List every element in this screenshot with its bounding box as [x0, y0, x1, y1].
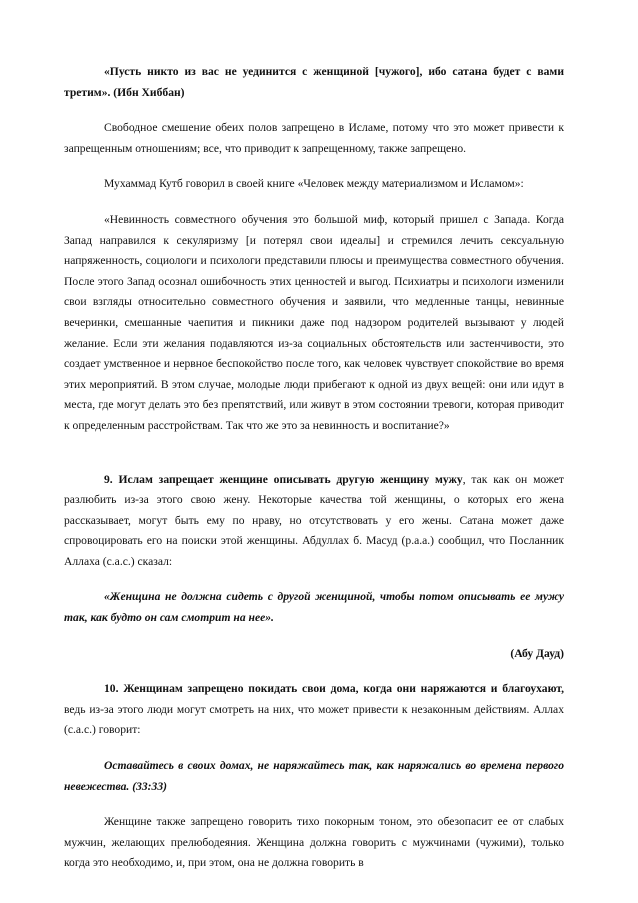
point-10-text: ведь из-за этого люди могут смотреть на них, что может привести к незаконным действиям. Аллах (с.а.с.) говорит: — [64, 702, 564, 737]
point-10-heading: 10. Женщинам запрещено покидать свои дома, когда они наряжаются и благоухают, — [104, 682, 564, 696]
point-10-final: Женщине также запрещено говорить тихо покорным тоном, это обезопасит ее от слабых мужчин, желающих прелюбодеяния. Женщина должна говорить с мужчинами (чужими), только когда это необходимо, и, при этом, она не должна говорить в — [64, 815, 564, 870]
document-page — [64, 62, 564, 874]
point-9-hadith: «Женщина не должна сидеть с другой женщиной, чтобы потом описывать ее мужу так, как будто он сам смотрит на нее». — [64, 590, 564, 625]
point-9-heading: 9. Ислам запрещает женщине описывать другую женщину мужу — [104, 472, 463, 486]
point-9-source: (Абу Дауд) — [510, 646, 564, 660]
qutb-quote: «Невинность совместного обучения это большой миф, который пришел с Запада. Когда Запад направился к секуляризму [и потерял свои идеалы] и стремился лечить сексуальную напряженность, социологи и психологи представили плюсы и преимущества совместного обучения. После этого Запад осознал ошибочность этих ценностей и выгод. Психиатры и психологи изменили свои взгляды относительно совместного обучения и заявили, что медленные танцы, невинные вечеринки, смешанные чаепития и пикники даже под надзором родителей вызывают у людей желание. Если эти желания подавляются из-за социальных обстоятельств или застенчивости, это создает умственное и нервное беспокойство после того, как человек чувствует спокойствие во время этих мероприятий. В этом случае, молодые люди прибегают к одной из двух вещей: они или идут в места, где могут делать это без препятствий, или живут в этом состоянии тревоги, которая приводит к определенным расстройствам. Так что же это за невинность и воспитание?» — [64, 212, 564, 432]
point-9-text: , так как он может разлюбить из-за этого свою жену. Некоторые качества той женщины, о которых его жена рассказывает, могут быть ему по нраву, но отсутствовать у его жены. Сатана может даже спровоцировать его на поиски этой женщины. Абдуллах б. Масуд (р.а.а.) сообщил, что Посланник Аллаха (с.а.с.) сказал: — [64, 472, 564, 568]
point-10-verse: Оставайтесь в своих домах, не наряжайтесь так, как наряжались во времена первого невежества. (33:33) — [64, 759, 564, 793]
paragraph-mixing: Свободное смешение обеих полов запрещено в Исламе, потому что это может привести к запрещенным отношениям; все, что приводит к запрещенному, также запрещено. — [64, 121, 564, 155]
point-9-paragraph — [64, 470, 564, 573]
hadith-ibn-hibban: «Пусть никто из вас не уединится с женщиной [чужого], ибо сатана будет с вами третим». (Ибн Хиббан) — [64, 65, 564, 99]
point-10-paragraph — [64, 679, 564, 741]
qutb-intro: Мухаммад Кутб говорил в своей книге «Человек между материализмом и Исламом»: — [104, 177, 524, 191]
